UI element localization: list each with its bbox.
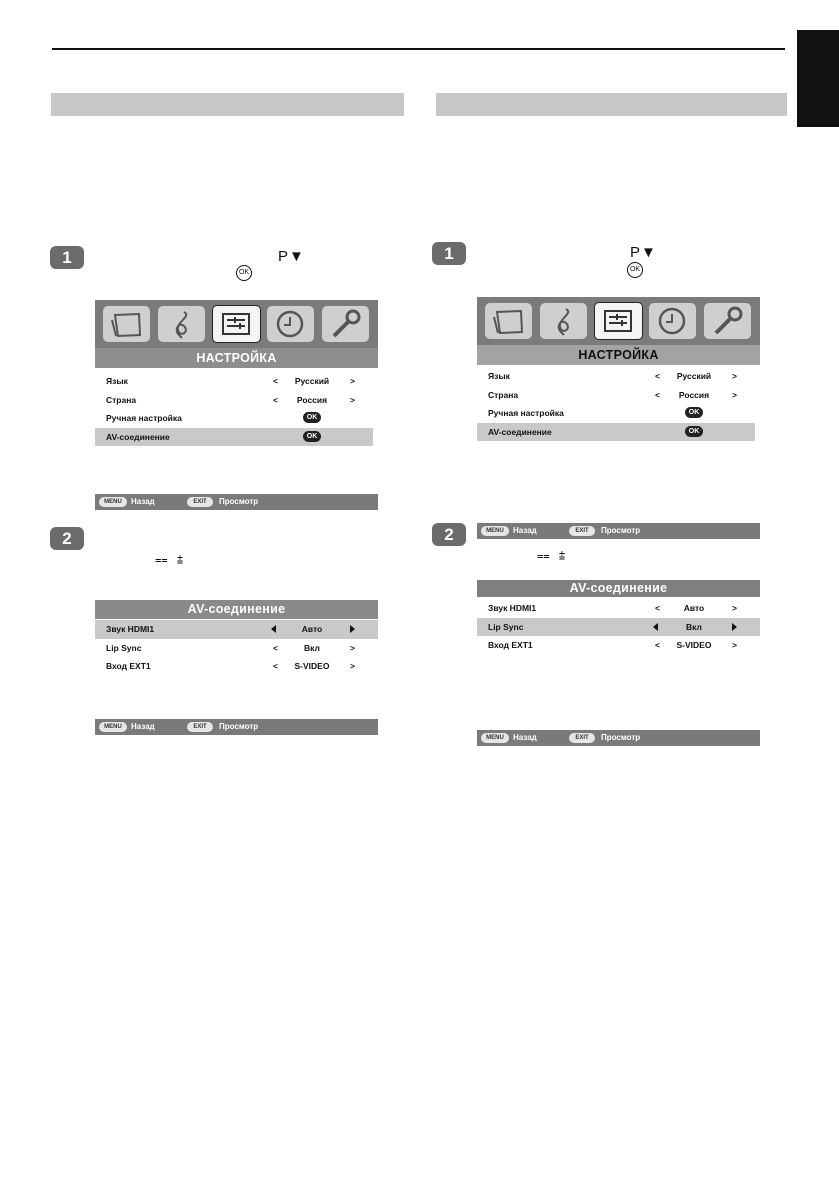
menu-row-av-connection[interactable]: AV-соединение OK	[477, 423, 755, 442]
step-1-badge: 1	[50, 246, 84, 269]
right-arrow-icon	[732, 623, 737, 631]
ok-key-icon: OK	[627, 261, 643, 279]
clock-icon[interactable]	[267, 306, 314, 342]
exit-key-icon: EXIT	[569, 733, 595, 743]
menu-title: НАСТРОЙКА	[95, 348, 378, 368]
menu-row-hdmi-sound[interactable]: Звук HDMI1 Авто	[95, 620, 378, 639]
music-note-icon[interactable]	[158, 306, 205, 342]
menu-row-manual-tuning[interactable]: Ручная настройка OK	[95, 409, 378, 428]
step-2-badge: 2	[50, 527, 84, 550]
menu-icon-strip	[477, 297, 760, 345]
language-tab	[797, 30, 839, 127]
ok-button-icon: OK	[685, 426, 703, 437]
section-header-left	[51, 93, 404, 116]
setup-icon[interactable]	[594, 302, 643, 340]
header-rule	[52, 48, 785, 50]
av-menu-left	[95, 600, 378, 676]
menu-row-av-connection[interactable]: AV-соединение OK	[95, 428, 373, 447]
tv-picture-icon[interactable]	[103, 306, 150, 342]
p-down-key: P▼	[278, 248, 305, 265]
setup-icon[interactable]	[212, 305, 261, 343]
menu-row-ext1-input[interactable]: Вход EXT1 < S-VIDEO >	[488, 640, 737, 650]
menu-row-country[interactable]: Страна < Россия >	[106, 394, 355, 405]
exit-key-icon: EXIT	[187, 497, 213, 507]
step-2-badge: 2	[432, 523, 466, 546]
menu-row-manual-tuning[interactable]: Ручная настройка OK	[477, 404, 760, 423]
menu-icon-strip	[95, 300, 378, 348]
wrench-icon[interactable]	[704, 303, 751, 339]
music-note-icon[interactable]	[540, 303, 587, 339]
menu-row-lip-sync[interactable]: Lip Sync Вкл	[477, 618, 760, 637]
section-header-right	[436, 93, 787, 116]
ok-button-icon: OK	[303, 412, 321, 423]
av-menu-right	[477, 580, 760, 655]
ok-key-icon: OK	[236, 264, 252, 282]
left-arrow-icon	[653, 623, 658, 631]
clock-icon[interactable]	[649, 303, 696, 339]
menu-key-icon: MENU	[99, 722, 127, 732]
menu-key-icon: MENU	[99, 497, 127, 507]
exit-key-icon: EXIT	[569, 526, 595, 536]
menu-key-icon: MENU	[481, 733, 509, 743]
p-down-key: P▼	[630, 244, 657, 261]
right-arrow-icon	[350, 625, 355, 633]
menu-footer: MENU Назад EXIT Просмотр	[477, 523, 760, 539]
menu-row-language[interactable]: Язык < Русский >	[488, 371, 737, 381]
menu-footer: MENU Назад EXIT Просмотр	[95, 494, 378, 510]
menu-row-hdmi-sound[interactable]: Звук HDMI1 < Авто >	[488, 603, 737, 613]
ok-button-icon: OK	[303, 431, 321, 442]
menu-title: НАСТРОЙКА	[477, 345, 760, 365]
tv-picture-icon[interactable]	[485, 303, 532, 339]
volume-keys-icon: ⩵ ⩲	[155, 554, 184, 567]
wrench-icon[interactable]	[322, 306, 369, 342]
left-arrow-icon	[271, 625, 276, 633]
step-1-badge: 1	[432, 242, 466, 265]
ok-button-icon: OK	[685, 407, 703, 418]
menu-key-icon: MENU	[481, 526, 509, 536]
menu-title: AV-соединение	[95, 600, 378, 619]
setup-menu-right	[477, 297, 760, 441]
menu-footer: MENU Назад EXIT Просмотр	[477, 730, 760, 746]
exit-key-icon: EXIT	[187, 722, 213, 732]
menu-row-ext1-input[interactable]: Вход EXT1 < S-VIDEO >	[106, 661, 355, 671]
menu-footer: MENU Назад EXIT Просмотр	[95, 719, 378, 735]
volume-keys-icon: ⩵ ⩲	[537, 550, 566, 563]
menu-row-lip-sync[interactable]: Lip Sync < Вкл >	[106, 642, 355, 653]
setup-menu-left	[95, 300, 378, 446]
menu-row-language[interactable]: Язык < Русский >	[106, 376, 355, 386]
menu-row-country[interactable]: Страна < Россия >	[488, 389, 737, 400]
menu-title: AV-соединение	[477, 580, 760, 597]
